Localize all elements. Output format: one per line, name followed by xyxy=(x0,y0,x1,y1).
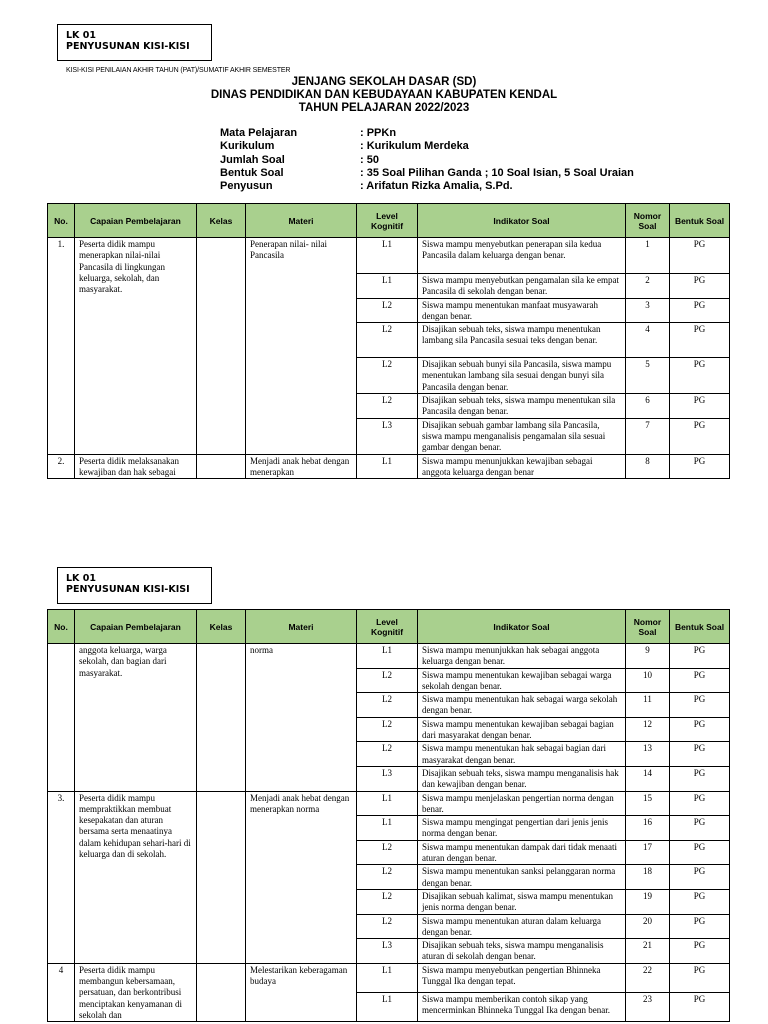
meta-value: : 35 Soal Pilihan Ganda ; 10 Soal Isian, 5 Soal Uraian xyxy=(360,166,634,179)
cell-nomor: 6 xyxy=(626,394,670,419)
cell-nomor: 17 xyxy=(626,840,670,865)
cell-indikator: Siswa mampu menunjukkan kewajiban sebagai anggota keluarga dengan benar xyxy=(418,454,626,479)
cell-level: L2 xyxy=(357,693,418,718)
header-materi: Materi xyxy=(246,204,357,238)
cell-materi: Menjadi anak hebat dengan menerapkan xyxy=(246,454,357,479)
cell-indikator: Siswa mampu menentukan hak sebagai bagian dari masyarakat dengan benar. xyxy=(418,742,626,767)
cell-capaian: Peserta didik mampu mempraktikkan membuat kesepakatan dan aturan bersama serta menaatinya dalam kehidupan sehari-hari di keluarga dan di sekolah. xyxy=(75,791,197,963)
assessment-subtitle: KISI-KISI PENILAIAN AKHIR TAHUN (PAT)/SUMATIF AKHIR SEMESTER xyxy=(66,67,291,74)
meta-label: Penyusun xyxy=(220,180,273,193)
cell-bentuk: PG xyxy=(670,742,730,767)
header-level: Level Kognitif xyxy=(357,610,418,644)
lk-box xyxy=(57,24,212,61)
header-bentuk: Bentuk Soal xyxy=(670,204,730,238)
meta-row xyxy=(220,167,634,180)
cell-level: L2 xyxy=(357,717,418,742)
meta-label: Jumlah Soal xyxy=(220,153,285,166)
meta-row xyxy=(220,127,634,140)
cell-nomor: 1 xyxy=(626,238,670,274)
cell-indikator: Siswa mampu menyebutkan pengamalan sila ke empat Pancasila di sekolah dengan benar. xyxy=(418,274,626,299)
cell-nomor: 8 xyxy=(626,454,670,479)
document-meta xyxy=(220,127,634,193)
cell-indikator: Siswa mampu menyebutkan penerapan sila kedua Pancasila dalam keluarga dengan benar. xyxy=(418,238,626,274)
cell-indikator: Disajikan sebuah gambar lambang sila Pancasila, siswa mampu menganalisis pengamalan sila sesuai gambar dengan benar. xyxy=(418,418,626,454)
cell-level: L1 xyxy=(357,791,418,816)
cell-indikator: Siswa mampu menentukan kewajiban sebagai bagian dari masyarakat dengan benar. xyxy=(418,717,626,742)
table-header-row xyxy=(48,204,730,238)
cell-bentuk: PG xyxy=(670,992,730,1021)
cell-bentuk: PG xyxy=(670,298,730,323)
cell-indikator: Siswa mampu menyebutkan pengertian Bhinneka Tunggal Ika dengan tepat. xyxy=(418,963,626,992)
header-nomor: Nomor Soal xyxy=(626,204,670,238)
cell-level: L3 xyxy=(357,939,418,964)
lk-title: PENYUSUNAN KISI-KISI xyxy=(66,584,190,595)
cell-bentuk: PG xyxy=(670,766,730,791)
header-indikator: Indikator Soal xyxy=(418,204,626,238)
header-capaian: Capaian Pembelajaran xyxy=(75,204,197,238)
header-kelas: Kelas xyxy=(197,610,246,644)
cell-indikator: Disajikan sebuah kalimat, siswa mampu menentukan jenis norma dengan benar. xyxy=(418,889,626,914)
header-capaian: Capaian Pembelajaran xyxy=(75,610,197,644)
cell-materi: Menjadi anak hebat dengan menerapkan norma xyxy=(246,791,357,963)
meta-row xyxy=(220,140,634,153)
cell-nomor: 4 xyxy=(626,323,670,358)
heading-line-1: JENJANG SEKOLAH DASAR (SD) xyxy=(291,76,477,88)
cell-nomor: 20 xyxy=(626,914,670,939)
cell-indikator: Siswa mampu menentukan kewajiban sebagai warga sekolah dengan benar. xyxy=(418,668,626,693)
cell-indikator: Siswa mampu memberikan contoh sikap yang mencerminkan Bhinneka Tunggal Ika dengan benar. xyxy=(418,992,626,1021)
cell-level: L3 xyxy=(357,418,418,454)
header-bentuk: Bentuk Soal xyxy=(670,610,730,644)
cell-level: L1 xyxy=(357,816,418,841)
cell-level: L1 xyxy=(357,274,418,299)
table-header-row xyxy=(48,610,730,644)
header-kelas: Kelas xyxy=(197,204,246,238)
cell-nomor: 19 xyxy=(626,889,670,914)
cell-materi: Penerapan nilai- nilai Pancasila xyxy=(246,238,357,455)
cell-nomor: 14 xyxy=(626,766,670,791)
cell-indikator: Siswa mampu menentukan sanksi pelanggaran norma dengan benar. xyxy=(418,865,626,890)
cell-materi: norma xyxy=(246,644,357,792)
meta-label: Kurikulum xyxy=(220,140,275,153)
cell-indikator: Siswa mampu menunjukkan hak sebagai anggota keluarga dengan benar. xyxy=(418,644,626,669)
cell-kelas xyxy=(197,963,246,1021)
cell-capaian: Peserta didik mampu membangun kebersamaan, persatuan, dan berkontribusi menciptakan kenyamanan di sekolah dan xyxy=(75,963,197,1021)
meta-value: : PPKn xyxy=(360,127,397,139)
cell-bentuk: PG xyxy=(670,914,730,939)
cell-bentuk: PG xyxy=(670,889,730,914)
cell-level: L2 xyxy=(357,323,418,358)
cell-bentuk: PG xyxy=(670,454,730,479)
table-row xyxy=(48,238,730,274)
header-materi: Materi xyxy=(246,610,357,644)
cell-level: L2 xyxy=(357,889,418,914)
cell-no: 4 xyxy=(48,963,75,1021)
cell-level: L3 xyxy=(357,766,418,791)
lk-code: LK 01 xyxy=(66,573,96,584)
cell-bentuk: PG xyxy=(670,323,730,358)
heading-line-3: TAHUN PELAJARAN 2022/2023 xyxy=(298,102,470,114)
cell-no: 2. xyxy=(48,454,75,479)
cell-indikator: Siswa mampu menentukan aturan dalam keluarga dengan benar. xyxy=(418,914,626,939)
cell-nomor: 11 xyxy=(626,693,670,718)
header-indikator: Indikator Soal xyxy=(418,610,626,644)
cell-bentuk: PG xyxy=(670,238,730,274)
cell-level: L1 xyxy=(357,992,418,1021)
cell-level: L2 xyxy=(357,914,418,939)
cell-nomor: 15 xyxy=(626,791,670,816)
cell-bentuk: PG xyxy=(670,668,730,693)
cell-level: L2 xyxy=(357,840,418,865)
document-heading xyxy=(0,76,768,115)
cell-bentuk: PG xyxy=(670,693,730,718)
cell-level: L1 xyxy=(357,454,418,479)
cell-nomor: 9 xyxy=(626,644,670,669)
kisi-kisi-table-2 xyxy=(47,609,730,1022)
meta-row xyxy=(220,154,634,167)
cell-indikator: Siswa mampu menjelaskan pengertian norma dengan benar. xyxy=(418,791,626,816)
cell-kelas xyxy=(197,644,246,792)
cell-level: L1 xyxy=(357,238,418,274)
cell-bentuk: PG xyxy=(670,358,730,394)
table-row xyxy=(48,454,730,479)
header-no: No. xyxy=(48,610,75,644)
table-row xyxy=(48,791,730,816)
lk-code: LK 01 xyxy=(66,30,96,41)
cell-level: L2 xyxy=(357,668,418,693)
cell-bentuk: PG xyxy=(670,963,730,992)
cell-no xyxy=(48,644,75,792)
cell-indikator: Siswa mampu menentukan dampak dari tidak menaati aturan dengan benar. xyxy=(418,840,626,865)
cell-bentuk: PG xyxy=(670,791,730,816)
cell-level: L1 xyxy=(357,963,418,992)
cell-capaian: anggota keluarga, warga sekolah, dan bagian dari masyarakat. xyxy=(75,644,197,792)
cell-indikator: Disajikan sebuah teks, siswa mampu menentukan lambang sila Pancasila sesuai teks dengan benar. xyxy=(418,323,626,358)
cell-no: 3. xyxy=(48,791,75,963)
cell-level: L2 xyxy=(357,298,418,323)
cell-bentuk: PG xyxy=(670,418,730,454)
cell-kelas xyxy=(197,454,246,479)
header-level: Level Kognitif xyxy=(357,204,418,238)
cell-nomor: 12 xyxy=(626,717,670,742)
cell-nomor: 10 xyxy=(626,668,670,693)
cell-bentuk: PG xyxy=(670,840,730,865)
cell-indikator: Disajikan sebuah bunyi sila Pancasila, siswa mampu menentukan lambang sila sesuai dengan bunyi sila Pancasila dengan benar. xyxy=(418,358,626,394)
cell-nomor: 18 xyxy=(626,865,670,890)
table-row xyxy=(48,963,730,992)
cell-bentuk: PG xyxy=(670,816,730,841)
kisi-kisi-table-1 xyxy=(47,203,730,479)
lk-title: PENYUSUNAN KISI-KISI xyxy=(66,41,190,52)
cell-bentuk: PG xyxy=(670,274,730,299)
cell-nomor: 3 xyxy=(626,298,670,323)
cell-nomor: 5 xyxy=(626,358,670,394)
cell-bentuk: PG xyxy=(670,644,730,669)
meta-value: : Kurikulum Merdeka xyxy=(360,140,469,153)
heading-line-2: DINAS PENDIDIKAN DAN KEBUDAYAAN KABUPATEN KENDAL xyxy=(210,89,558,101)
cell-bentuk: PG xyxy=(670,939,730,964)
meta-row xyxy=(220,180,634,193)
header-nomor: Nomor Soal xyxy=(626,610,670,644)
cell-materi: Melestarikan keberagaman budaya xyxy=(246,963,357,1021)
meta-label: Mata Pelajaran xyxy=(220,127,298,139)
cell-bentuk: PG xyxy=(670,717,730,742)
cell-level: L1 xyxy=(357,644,418,669)
cell-nomor: 21 xyxy=(626,939,670,964)
cell-nomor: 7 xyxy=(626,418,670,454)
cell-no: 1. xyxy=(48,238,75,455)
cell-level: L2 xyxy=(357,865,418,890)
meta-value: : 50 xyxy=(360,153,379,166)
cell-nomor: 16 xyxy=(626,816,670,841)
header-no: No. xyxy=(48,204,75,238)
cell-indikator: Disajikan sebuah teks, siswa mampu menentukan sila Pancasila dengan benar. xyxy=(418,394,626,419)
cell-nomor: 13 xyxy=(626,742,670,767)
cell-bentuk: PG xyxy=(670,394,730,419)
cell-level: L2 xyxy=(357,742,418,767)
meta-label: Bentuk Soal xyxy=(220,166,284,179)
cell-capaian: Peserta didik melaksanakan kewajiban dan hak sebagai xyxy=(75,454,197,479)
cell-kelas xyxy=(197,791,246,963)
cell-level: L2 xyxy=(357,394,418,419)
cell-kelas xyxy=(197,238,246,455)
cell-indikator: Siswa mampu mengingat pengertian dari jenis jenis norma dengan benar. xyxy=(418,816,626,841)
cell-nomor: 2 xyxy=(626,274,670,299)
table-row xyxy=(48,644,730,669)
lk-box-page-2 xyxy=(57,567,212,604)
cell-level: L2 xyxy=(357,358,418,394)
cell-nomor: 23 xyxy=(626,992,670,1021)
cell-bentuk: PG xyxy=(670,865,730,890)
cell-indikator: Siswa mampu menentukan manfaat musyawarah dengan benar. xyxy=(418,298,626,323)
meta-value: : Arifatun Rizka Amalia, S.Pd. xyxy=(360,180,513,193)
cell-nomor: 22 xyxy=(626,963,670,992)
cell-indikator: Siswa mampu menentukan hak sebagai warga sekolah dengan benar. xyxy=(418,693,626,718)
cell-indikator: Disajikan sebuah teks, siswa mampu menganalisis hak dan kewajiban dengan benar. xyxy=(418,766,626,791)
cell-indikator: Disajikan sebuah teks, siswa mampu menganalisis aturan di sekolah dengan benar. xyxy=(418,939,626,964)
cell-capaian: Peserta didik mampu menerapkan nilai-nilai Pancasila di lingkungan keluarga, sekolah, dan masyarakat. xyxy=(75,238,197,455)
